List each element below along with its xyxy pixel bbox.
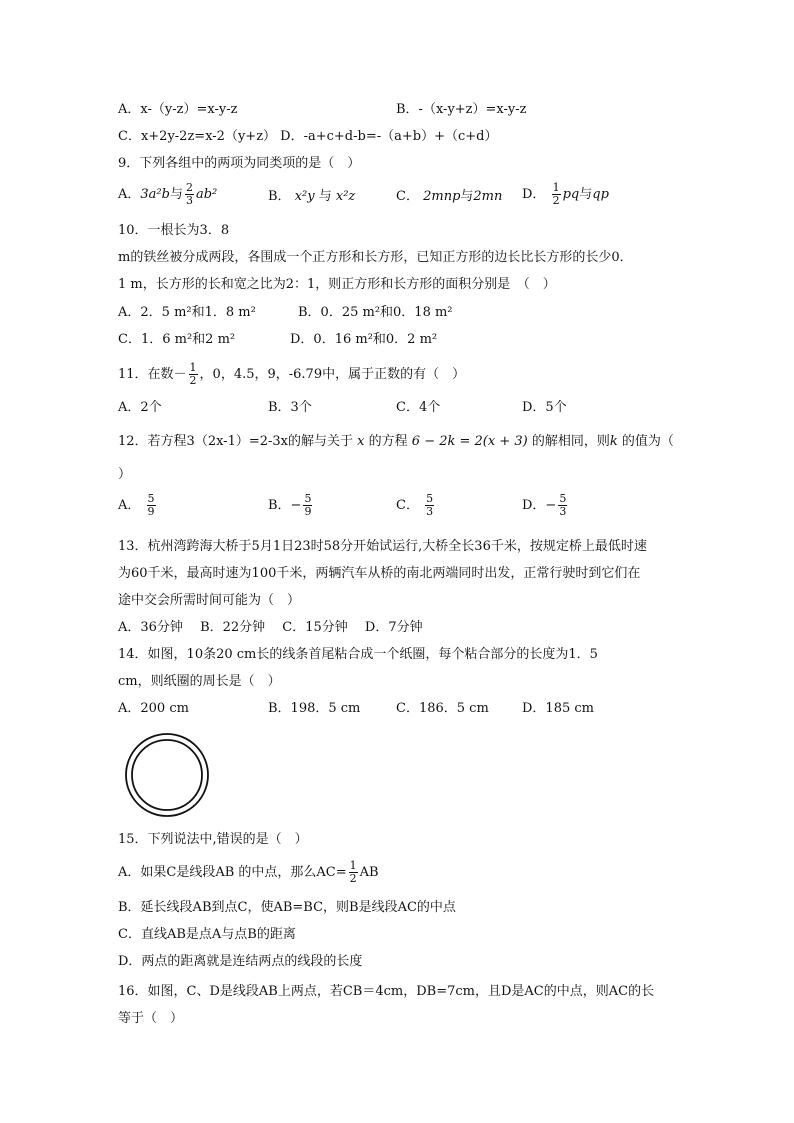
question-14-line-2: cm，则纸圈的周长是（ ） xyxy=(118,674,281,689)
question-14-option-d: D．185 cm xyxy=(522,701,594,716)
question-13-options: A．36分钟 B．22分钟 C．15分钟 D．7分钟 xyxy=(118,620,423,635)
question-10-line-2: m的铁丝被分成两段，各围成一个正方形和长方形，已知正方形的边长比长方形的长少0． xyxy=(118,250,633,265)
fraction: $\frac{5}{3}$ xyxy=(559,492,567,518)
option-row xyxy=(118,101,237,119)
question-9-stem: 9．下列各组中的两项为同类项的是（ ） xyxy=(118,156,361,171)
question-9-option-b: B． x²y 与 x²z xyxy=(268,189,356,204)
question-12-option-d: D．− $\frac{5}{3}$ xyxy=(522,492,567,518)
question-10-option-a: A．2．5 m²和1．8 m² xyxy=(118,305,256,320)
option-a: A．x-（y-z）=x-y-z xyxy=(118,102,238,117)
fraction: $\frac{1}{2}$ xyxy=(552,181,560,207)
question-11-option-b: B．3个 xyxy=(268,400,312,415)
question-16-line-2: 等于（ ） xyxy=(118,1011,184,1026)
question-16-line-1: 16．如图，C、D是线段AB上两点，若CB＝4cm，DB=7cm，且D是AC的中点，则AC的长 xyxy=(118,984,655,999)
question-12-stem: 12．若方程3（2x-1）=2-3x的解与关于 x 的方程 6 − 2k = 2(x + 3) 的解相同，则k 的值为（ xyxy=(118,434,674,449)
option-b: B．-（x-y+z）=x-y-z xyxy=(396,102,527,117)
fraction: $\frac{1}{2}$ xyxy=(189,361,197,387)
question-13-line-3: 途中交会所需时间可能为（ ） xyxy=(118,593,301,608)
question-10-option-c: C．1．6 m²和2 m² xyxy=(118,332,236,347)
option-row: C．x+2y-2z=x-2（y+z） D．-a+c+d-b=-（a+b）+（c+d） xyxy=(118,129,498,144)
question-13-line-2: 为60千米，最高时速为100千米，两辆汽车从桥的南北两端同时出发，正常行驶时到它们在 xyxy=(118,566,641,581)
question-15-option-c: C．直线AB是点A与点B的距离 xyxy=(118,927,296,942)
fraction: $\frac{1}{2}$ xyxy=(349,859,357,885)
question-15-stem: 15．下列说法中,错误的是（ ） xyxy=(118,832,308,847)
question-10-line-1: 10．一根长为3．8 xyxy=(118,223,230,238)
question-12-option-c: C． $\frac{5}{3}$ xyxy=(396,492,434,518)
question-11-option-a: A．2个 xyxy=(118,400,162,415)
question-14-option-a: A．200 cm xyxy=(118,701,189,716)
option-row xyxy=(396,101,527,119)
question-10-option-d: D．0．16 m²和0．2 m² xyxy=(290,332,438,347)
paper-ring-figure xyxy=(124,732,210,818)
question-15-option-b: B．延长线段AB到点C，使AB=BC，则B是线段AC的中点 xyxy=(118,900,456,915)
question-12-option-a: A． $\frac{5}{9}$ xyxy=(118,492,155,518)
question-12-option-b: B．− $\frac{5}{9}$ xyxy=(268,492,312,518)
question-14-option-c: C．186．5 cm xyxy=(396,701,489,716)
fraction: $\frac{5}{9}$ xyxy=(147,492,155,518)
question-14-line-1: 14．如图，10条20 cm长的线条首尾粘合成一个纸圈，每个粘合部分的长度为1．5 xyxy=(118,647,598,662)
question-9-option-d: D． $\frac{1}{2}$ pq与qp xyxy=(522,181,609,207)
question-10-line-3: 1 m，长方形的长和宽之比为2：1，则正方形和长方形的面积分别是 （ ） xyxy=(118,277,556,292)
question-9-option-a: A．3a²b与 $\frac{2}{3}$ ab² xyxy=(118,181,218,207)
question-11-stem: 11．在数－ $\frac{1}{2}$ ，0，4.5，9，-6.79中，属于正数的有（ ） xyxy=(118,361,466,387)
question-9-option-c: C． 2mnp与2mn xyxy=(396,189,503,204)
question-14-option-b: B．198．5 cm xyxy=(268,701,361,716)
question-10-option-b: B．0．25 m²和0．18 m² xyxy=(298,305,453,320)
question-11-option-d: D．5个 xyxy=(522,400,567,415)
question-15-option-a: A．如果C是线段AB 的中点，那么AC= $\frac{1}{2}$ AB xyxy=(118,859,379,885)
fraction: $\frac{2}{3}$ xyxy=(185,181,193,207)
question-15-option-d: D．两点的距离就是连结两点的线段的长度 xyxy=(118,954,363,969)
question-11-option-c: C．4个 xyxy=(396,400,441,415)
fraction: $\frac{5}{9}$ xyxy=(304,492,312,518)
fraction: $\frac{5}{3}$ xyxy=(426,492,434,518)
question-12-stem-close: ） xyxy=(118,467,132,482)
question-13-line-1: 13．杭州湾跨海大桥于5月1日23时58分开始试运行,大桥全长36千米，按规定桥上最低时速 xyxy=(118,539,647,554)
